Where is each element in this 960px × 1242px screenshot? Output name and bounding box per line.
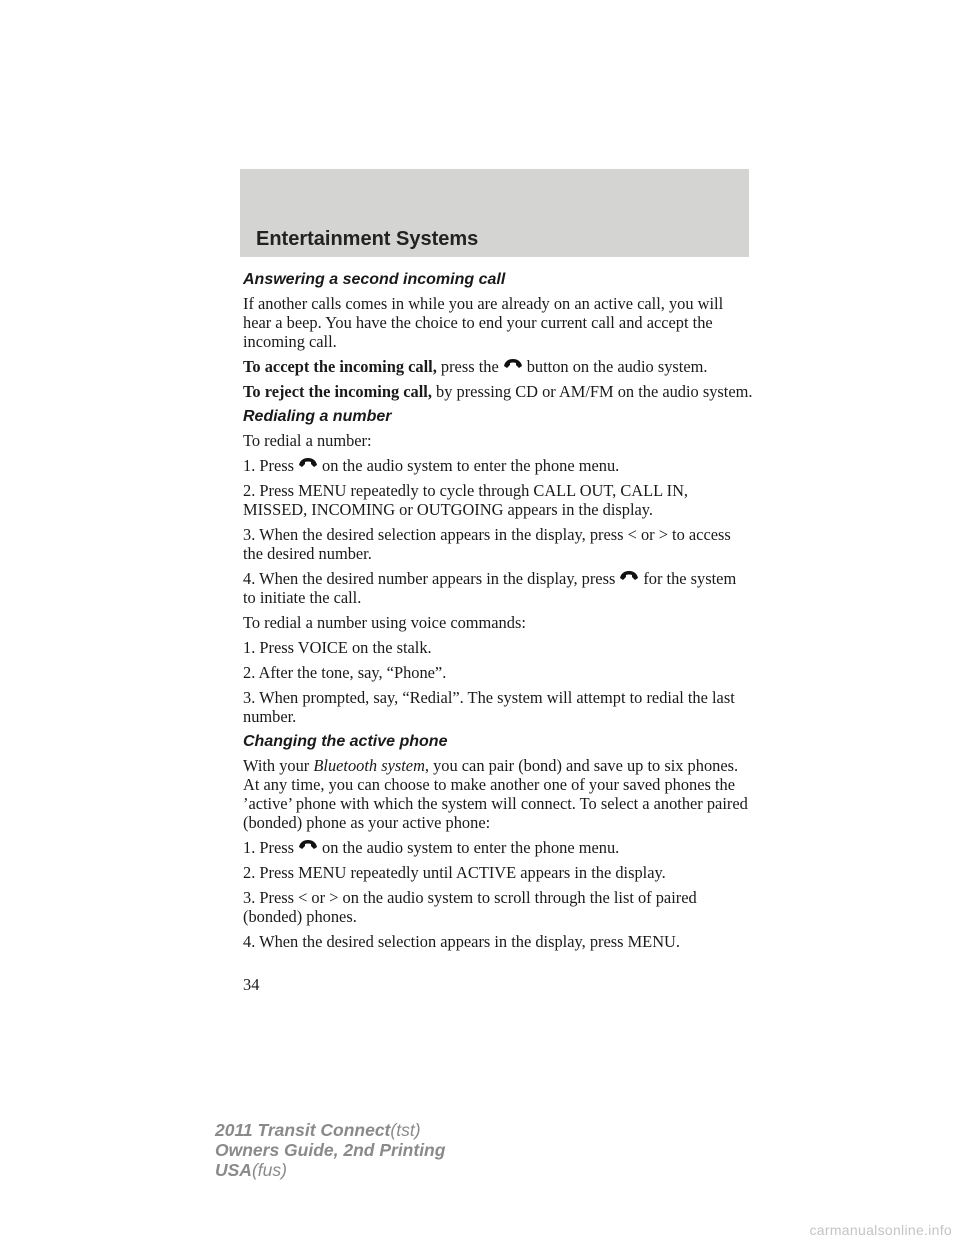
- active-step-1: [243, 838, 753, 857]
- paragraph-reject-call: [243, 382, 753, 401]
- accept-lead: To accept the incoming call,: [243, 357, 437, 376]
- active-step-1-post: on the audio system to enter the phone menu.: [322, 838, 620, 857]
- voice-step-2: 2. After the tone, say, “Phone”.: [243, 663, 447, 682]
- phone-handset-icon: [298, 457, 318, 469]
- bluetooth-system-term: Bluetooth system: [313, 756, 425, 775]
- redial-step-4-pre: 4. When the desired number appears in the display, press: [243, 569, 616, 588]
- active-step-2: 2. Press MENU repeatedly until ACTIVE appears in the display.: [243, 863, 666, 882]
- voice-step-3: 3. When prompted, say, “Redial”. The system will attempt to redial the last number.: [243, 688, 735, 726]
- accept-post: button on the audio system.: [526, 357, 708, 376]
- footer-printing: Owners Guide, 2nd Printing: [215, 1140, 446, 1160]
- heading-second-call: Answering a second incoming call: [243, 271, 506, 288]
- paragraph-accept-call: [243, 357, 753, 376]
- footer-imprint: [215, 1120, 445, 1180]
- redial-step-3: 3. When the desired selection appears in the display, press < or > to access the desired number.: [243, 525, 731, 563]
- phone-handset-icon: [503, 358, 523, 370]
- footer-market-code: (fus): [251, 1160, 287, 1180]
- paragraph-second-call-intro: If another calls comes in while you are already on an active call, you will hear a beep. You have the choice to end your current call and accept the incoming call.: [243, 294, 724, 351]
- page-content: [243, 270, 753, 957]
- reject-lead: To reject the incoming call,: [243, 382, 432, 401]
- footer-line-1: [215, 1120, 445, 1140]
- phone-handset-icon: [298, 839, 318, 851]
- active-step-4: 4. When the desired selection appears in the display, press MENU.: [243, 932, 680, 951]
- footer-market: USA: [215, 1160, 252, 1180]
- section-title: Entertainment Systems: [256, 228, 479, 250]
- redial-step-4: [243, 569, 753, 607]
- voice-step-1: 1. Press VOICE on the stalk.: [243, 638, 432, 657]
- paragraph-redial-intro: To redial a number:: [243, 431, 372, 450]
- footer-line-3: [215, 1160, 445, 1180]
- watermark: carmanualsonline.info: [809, 1222, 952, 1238]
- redial-step-1-post: on the audio system to enter the phone menu.: [322, 456, 620, 475]
- page-number: 34: [243, 975, 260, 994]
- redial-step-1: [243, 456, 753, 475]
- paragraph-active-intro: [243, 756, 753, 832]
- active-step-3: 3. Press < or > on the audio system to scroll through the list of paired (bonded) phones.: [243, 888, 697, 926]
- accept-pre: press the: [440, 357, 499, 376]
- heading-active-phone: Changing the active phone: [243, 733, 448, 750]
- redial-step-2: 2. Press MENU repeatedly to cycle through CALL OUT, CALL IN, MISSED, INCOMING or OUTGOING appears in the display.: [243, 481, 689, 519]
- footer-line-2: [215, 1140, 445, 1160]
- redial-step-4-post: for the system to initiate the call.: [243, 569, 737, 607]
- active-intro-post: , you can pair (bond) and save up to six phones. At any time, you can choose to make another one of your saved phones the ’active’ phone with which the system will connect. To select a another paired (bonded) phone as your active phone:: [243, 756, 748, 832]
- paragraph-voice-intro: To redial a number using voice commands:: [243, 613, 526, 632]
- footer-model: 2011 Transit Connect: [215, 1120, 391, 1140]
- heading-redial: Redialing a number: [243, 408, 392, 425]
- reject-rest: by pressing CD or AM/FM on the audio system.: [436, 382, 753, 401]
- redial-step-1-pre: 1. Press: [243, 456, 294, 475]
- footer-model-code: (tst): [390, 1120, 421, 1140]
- active-intro-pre: With your: [243, 756, 310, 775]
- active-step-1-pre: 1. Press: [243, 838, 294, 857]
- phone-handset-icon: [619, 570, 639, 582]
